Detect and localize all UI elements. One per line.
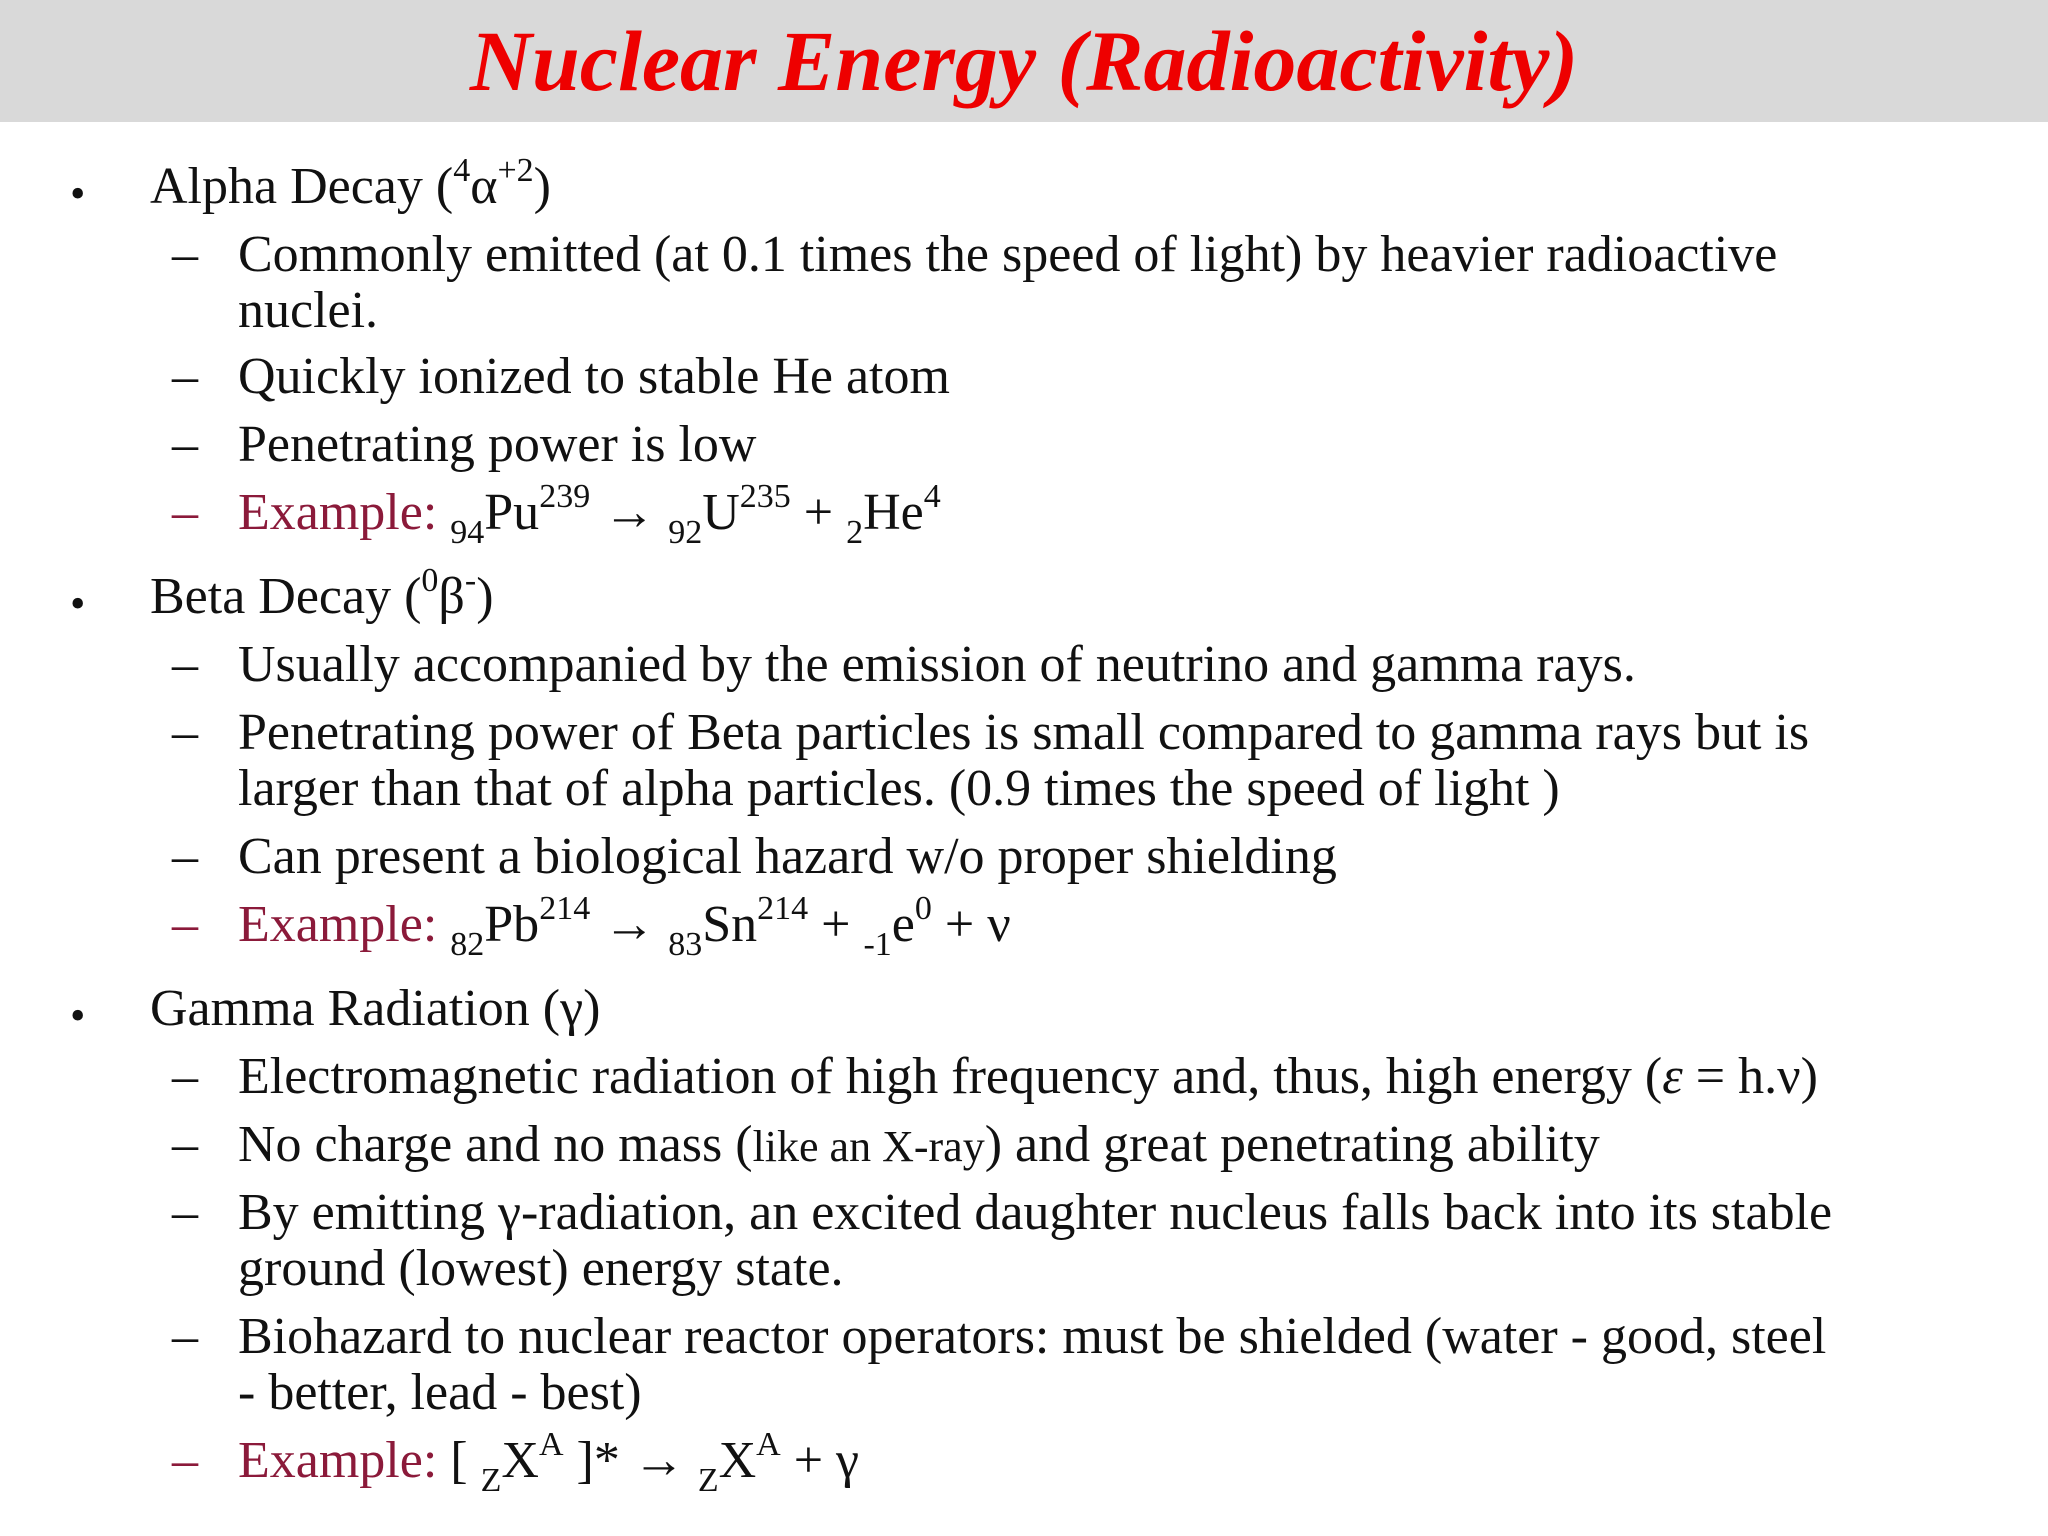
list-item: Can present a biological hazard w/o proper shielding <box>238 828 1337 885</box>
list-item: Biohazard to nuclear reactor operators: must be shielded (water - good, steel <box>238 1308 1827 1365</box>
list-item-continuation: larger than that of alpha particles. (0.9 times the speed of light ) <box>238 760 1560 817</box>
beta-heading: Beta Decay ($^0$β-) <box>150 562 494 625</box>
list-item: Quickly ionized to stable He atom <box>238 348 950 405</box>
list-item: Penetrating power is low <box>238 416 757 473</box>
gamma-example: Example: [ $_ZX^A$ ]* → $_ZX^A + \gamma$ <box>238 1426 860 1499</box>
dash-marker: – <box>172 416 198 473</box>
dash-marker: – <box>172 1432 198 1489</box>
list-item: Usually accompanied by the emission of neutrino and gamma rays. <box>238 636 1636 693</box>
alpha-heading: Alpha Decay $(^4\alpha^{+2})$ <box>150 152 551 215</box>
alpha-example: Example: $_{94}Pu^{239} \to _{92}U^{235} + _2He^4$ <box>238 478 941 551</box>
page-title: Nuclear Energy (Radioactivity) <box>469 13 1579 109</box>
dash-marker: – <box>172 348 198 405</box>
dash-marker: – <box>172 1308 198 1365</box>
bullet-marker: • <box>70 991 86 1040</box>
beta-example: Example: $_{82}Pb^{214} \to _{83}Sn^{214} + _{-1}e^0 + \nu$ <box>238 890 1011 963</box>
list-item-continuation: - better, lead - best) <box>238 1364 642 1421</box>
dash-marker: – <box>172 704 198 761</box>
dash-marker: – <box>172 636 198 693</box>
dash-marker: – <box>172 896 198 953</box>
list-item: No charge and no mass (like an X-ray) and great penetrating ability <box>238 1116 1600 1173</box>
dash-marker: – <box>172 1048 198 1105</box>
list-item: By emitting γ-radiation, an excited daughter nucleus falls back into its stable <box>238 1184 1833 1241</box>
dash-marker: – <box>172 1184 198 1241</box>
dash-marker: – <box>172 226 198 283</box>
dash-marker: – <box>172 484 198 541</box>
list-item: Commonly emitted (at 0.1 times the speed of light) by heavier radioactive <box>238 226 1778 283</box>
dash-marker: – <box>172 828 198 885</box>
bullet-marker: • <box>70 169 86 218</box>
bullet-marker: • <box>70 579 86 628</box>
list-item-continuation: ground (lowest) energy state. <box>238 1240 844 1297</box>
list-item-continuation: nuclei. <box>238 282 379 339</box>
list-item: Penetrating power of Beta particles is small compared to gamma rays but is <box>238 704 1810 761</box>
dash-marker: – <box>172 1116 198 1173</box>
list-item: Electromagnetic radiation of high frequency and, thus, high energy (ε = h.ν) <box>238 1048 1818 1105</box>
gamma-heading: Gamma Radiation (γ) <box>150 980 601 1037</box>
